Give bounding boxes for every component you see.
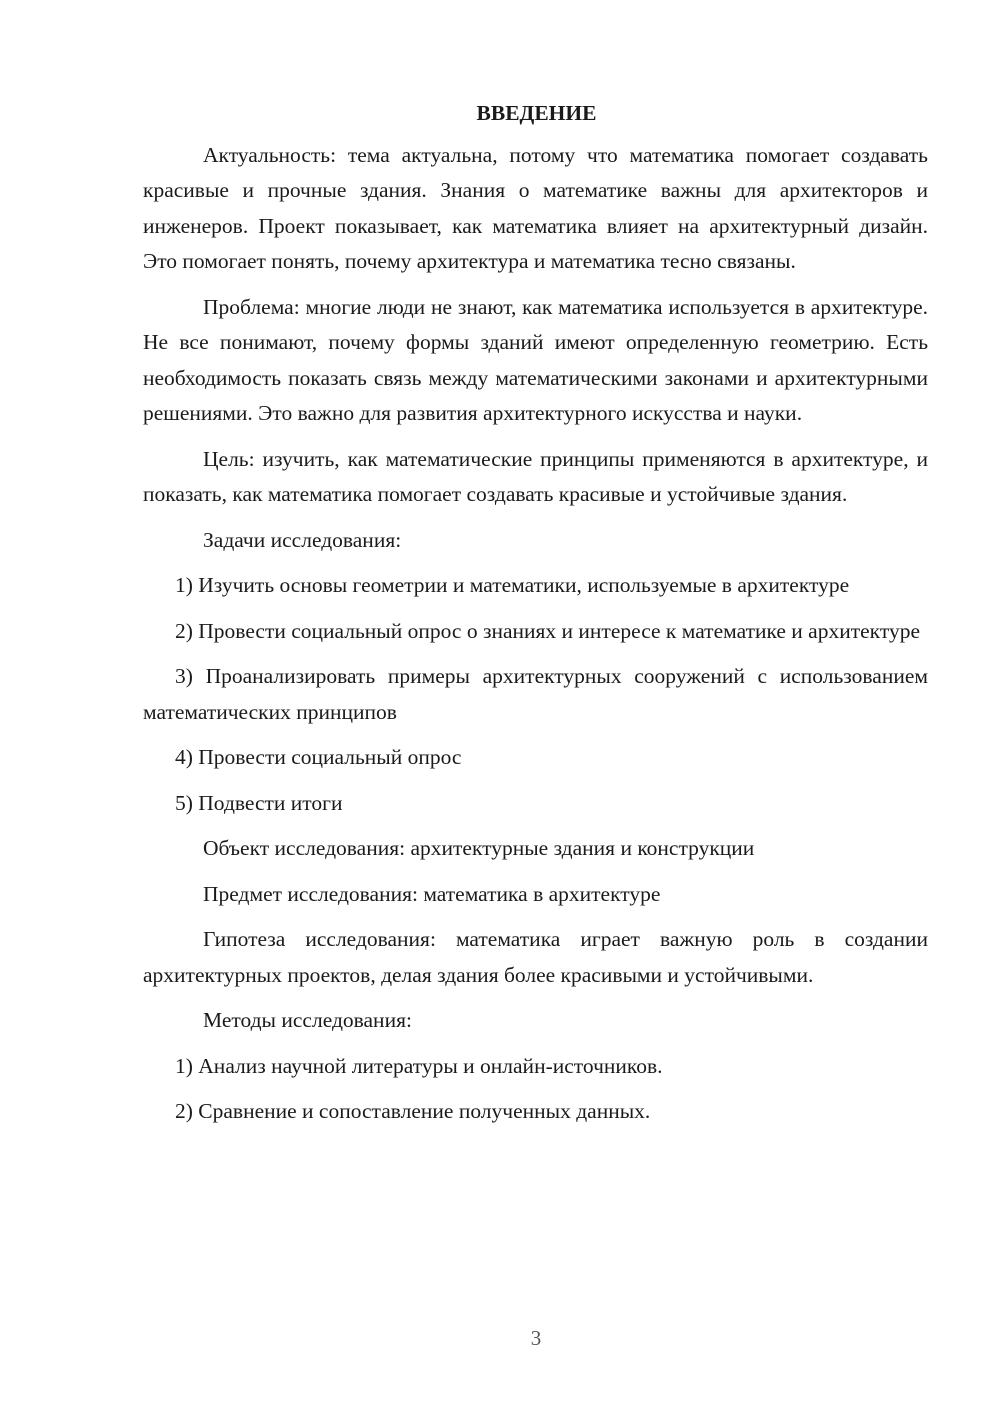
task-item-2: 2) Провести социальный опрос о знаниях и интересе к математике и архитектуре (175, 618, 920, 643)
research-subject: Предмет исследования: математика в архитектуре (203, 881, 661, 906)
goal-paragraph: Цель: изучить, как математические принципы применяются в архитектуре, и показать, как математика помогает создавать красивые и устойчивые здания. (143, 446, 928, 506)
section-title: ВВЕДЕНИЕ (476, 101, 597, 125)
task-item-1: 1) Изучить основы геометрии и математики, используемые в архитектуре (175, 573, 850, 597)
tasks-heading: Задачи исследования: (203, 527, 402, 552)
task-item-4: 4) Провести социальный опрос (175, 745, 462, 769)
task-item-5: 5) Подвести итоги (175, 790, 343, 815)
research-hypothesis: Гипотеза исследования: математика играет важную роль в создании архитектурных проектов, делая здания более красивыми и устойчивыми. (143, 927, 928, 987)
research-object: Объект исследования: архитектурные здания и конструкции (203, 836, 755, 860)
relevance-paragraph: Актуальность: тема актуальна, потому что математика помогает создавать красивые и прочные здания. Знания о математике важны для архитекторов и инженеров. Проект показывает, как математика влияет на архитектурный дизайн. Это помогает понять, почему архитектура и математика тесно связаны. (143, 142, 928, 273)
method-item-2: 2) Сравнение и сопоставление полученных данных. (175, 1099, 651, 1123)
method-item-1: 1) Анализ научной литературы и онлайн-источников. (175, 1053, 663, 1078)
document-page (143, 96, 928, 1140)
methods-heading: Методы исследования: (203, 1008, 412, 1032)
problem-paragraph: Проблема: многие люди не знают, как математика используется в архитектуре. Не все понимают, почему формы зданий имеют определенную геометрию. Есть необходимость показать связь между математическими законами и архитектурными решениями. Это важно для развития архитектурного искусства и науки. (143, 294, 928, 425)
task-item-3: 3) Проанализировать примеры архитектурных сооружений с использованием математических принципов (143, 664, 928, 724)
page-number: 3 (530, 1326, 542, 1350)
